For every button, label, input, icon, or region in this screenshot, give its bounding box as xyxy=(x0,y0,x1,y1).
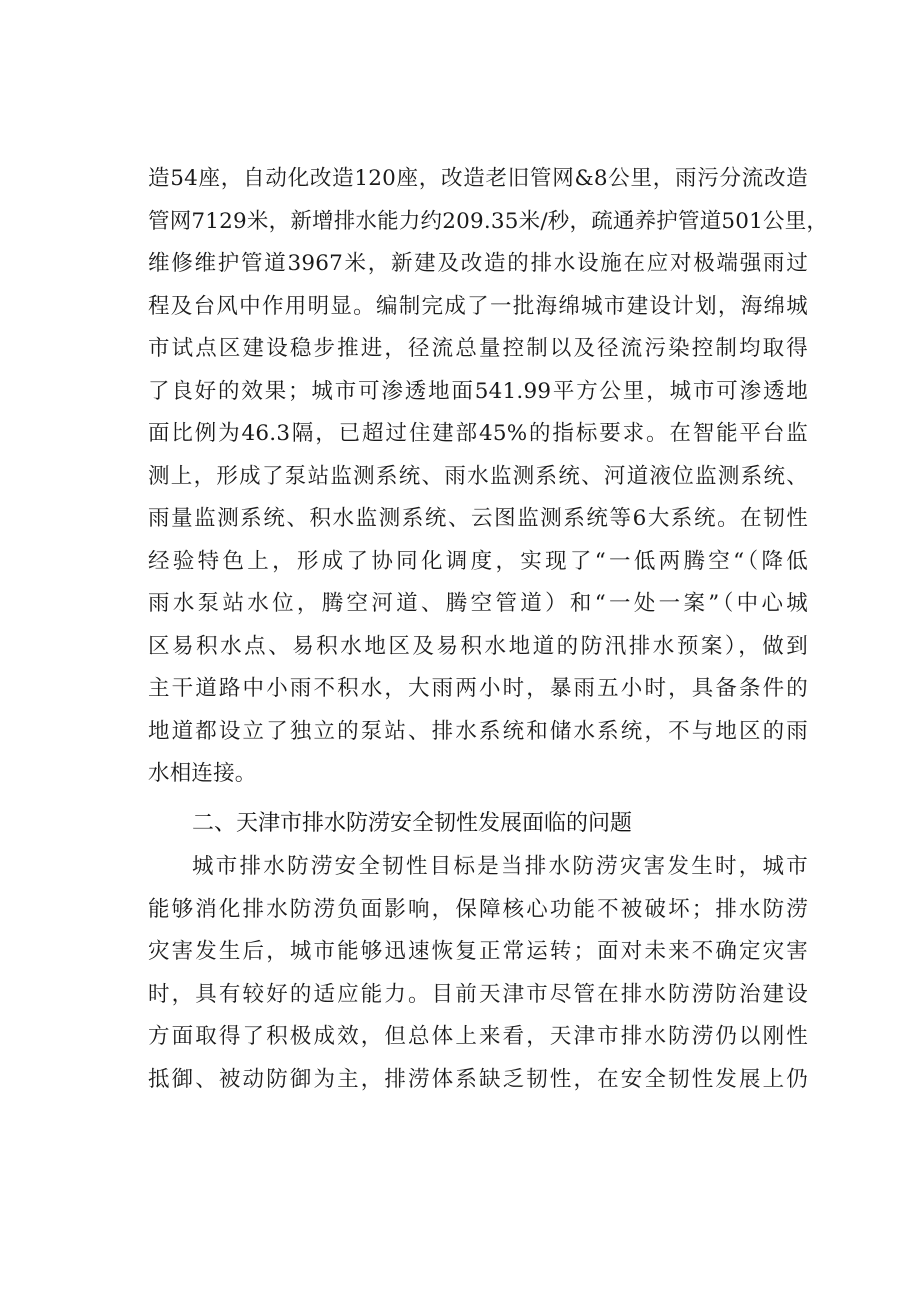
paragraph-line-first: 城市排水防涝安全韧性目标是当排水防涝灾害发生时，城市 xyxy=(192,854,808,879)
paragraph-line: 经验特色上，形成了协同化调度，实现了“一低两腾空“（降低 xyxy=(148,548,808,574)
paragraph-line: 灾害发生后，城市能够迅速恢复正常运转；面对未来不确定灾害 xyxy=(148,939,808,964)
paragraph-line: 维修维护管道3967米，新建及改造的排水设施在应对极端强雨过 xyxy=(148,251,808,276)
paragraph-line: 能够消化排水防涝负面影响，保障核心功能不被破坏；排水防涝 xyxy=(148,896,808,922)
paragraph-line: 主干道路中小雨不积水，大雨两小时，暴雨五小时，具备条件的 xyxy=(148,676,808,701)
paragraph-line: 造54座，自动化改造120座，改造老旧管网&8公里，雨污分流改造 xyxy=(148,166,808,191)
paragraph-line: 雨量监测系统、积水监测系统、云图监测系统等6大系统。在韧性 xyxy=(148,506,808,531)
paragraph-line: 面比例为46.3隔，已超过住建部45%的指标要求。在智能平台监 xyxy=(148,421,808,446)
paragraph-line: 市试点区建设稳步推进，径流总量控制以及径流污染控制均取得 xyxy=(148,336,808,361)
section-heading: 二、天津市排水防涝安全韧性发展面临的问题 xyxy=(192,811,633,836)
section-heading-block xyxy=(148,802,808,846)
paragraph-line: 雨水泵站水位，腾空河道、腾空管道）和“一处一案”（中心城 xyxy=(148,591,808,616)
paragraph-line: 测上，形成了泵站监测系统、雨水监测系统、河道液位监测系统、 xyxy=(148,463,808,489)
paragraph-line: 方面取得了积极成效，但总体上来看，天津市排水防涝仍以刚性 xyxy=(148,1024,808,1049)
paragraph-line-last: 水相连接。 xyxy=(148,761,257,786)
paragraph-line: 地道都设立了独立的泵站、排水系统和储水系统，不与地区的雨 xyxy=(148,718,808,744)
paragraph-line: 了良好的效果；城市可渗透地面541.99平方公里，城市可渗透地 xyxy=(148,378,808,404)
paragraph-line: 管网7129米，新增排水能力约209.35米/秒，疏通养护管道501公里， xyxy=(148,208,829,234)
paragraph-line: 时，具有较好的适应能力。目前天津市尽管在排水防涝防治建设 xyxy=(148,981,808,1007)
paragraph-resilience-problems xyxy=(148,846,808,1101)
paragraph-line: 抵御、被动防御为主，排涝体系缺乏韧性，在安全韧性发展上仍 xyxy=(148,1066,808,1092)
paragraph-drainage-achievements xyxy=(148,158,829,796)
paragraph-line: 区易积水点、易积水地区及易积水地道的防汛排水预案），做到 xyxy=(148,633,808,659)
paragraph-line: 程及台风中作用明显。编制完成了一批海绵城市建设计划，海绵城 xyxy=(148,293,808,319)
